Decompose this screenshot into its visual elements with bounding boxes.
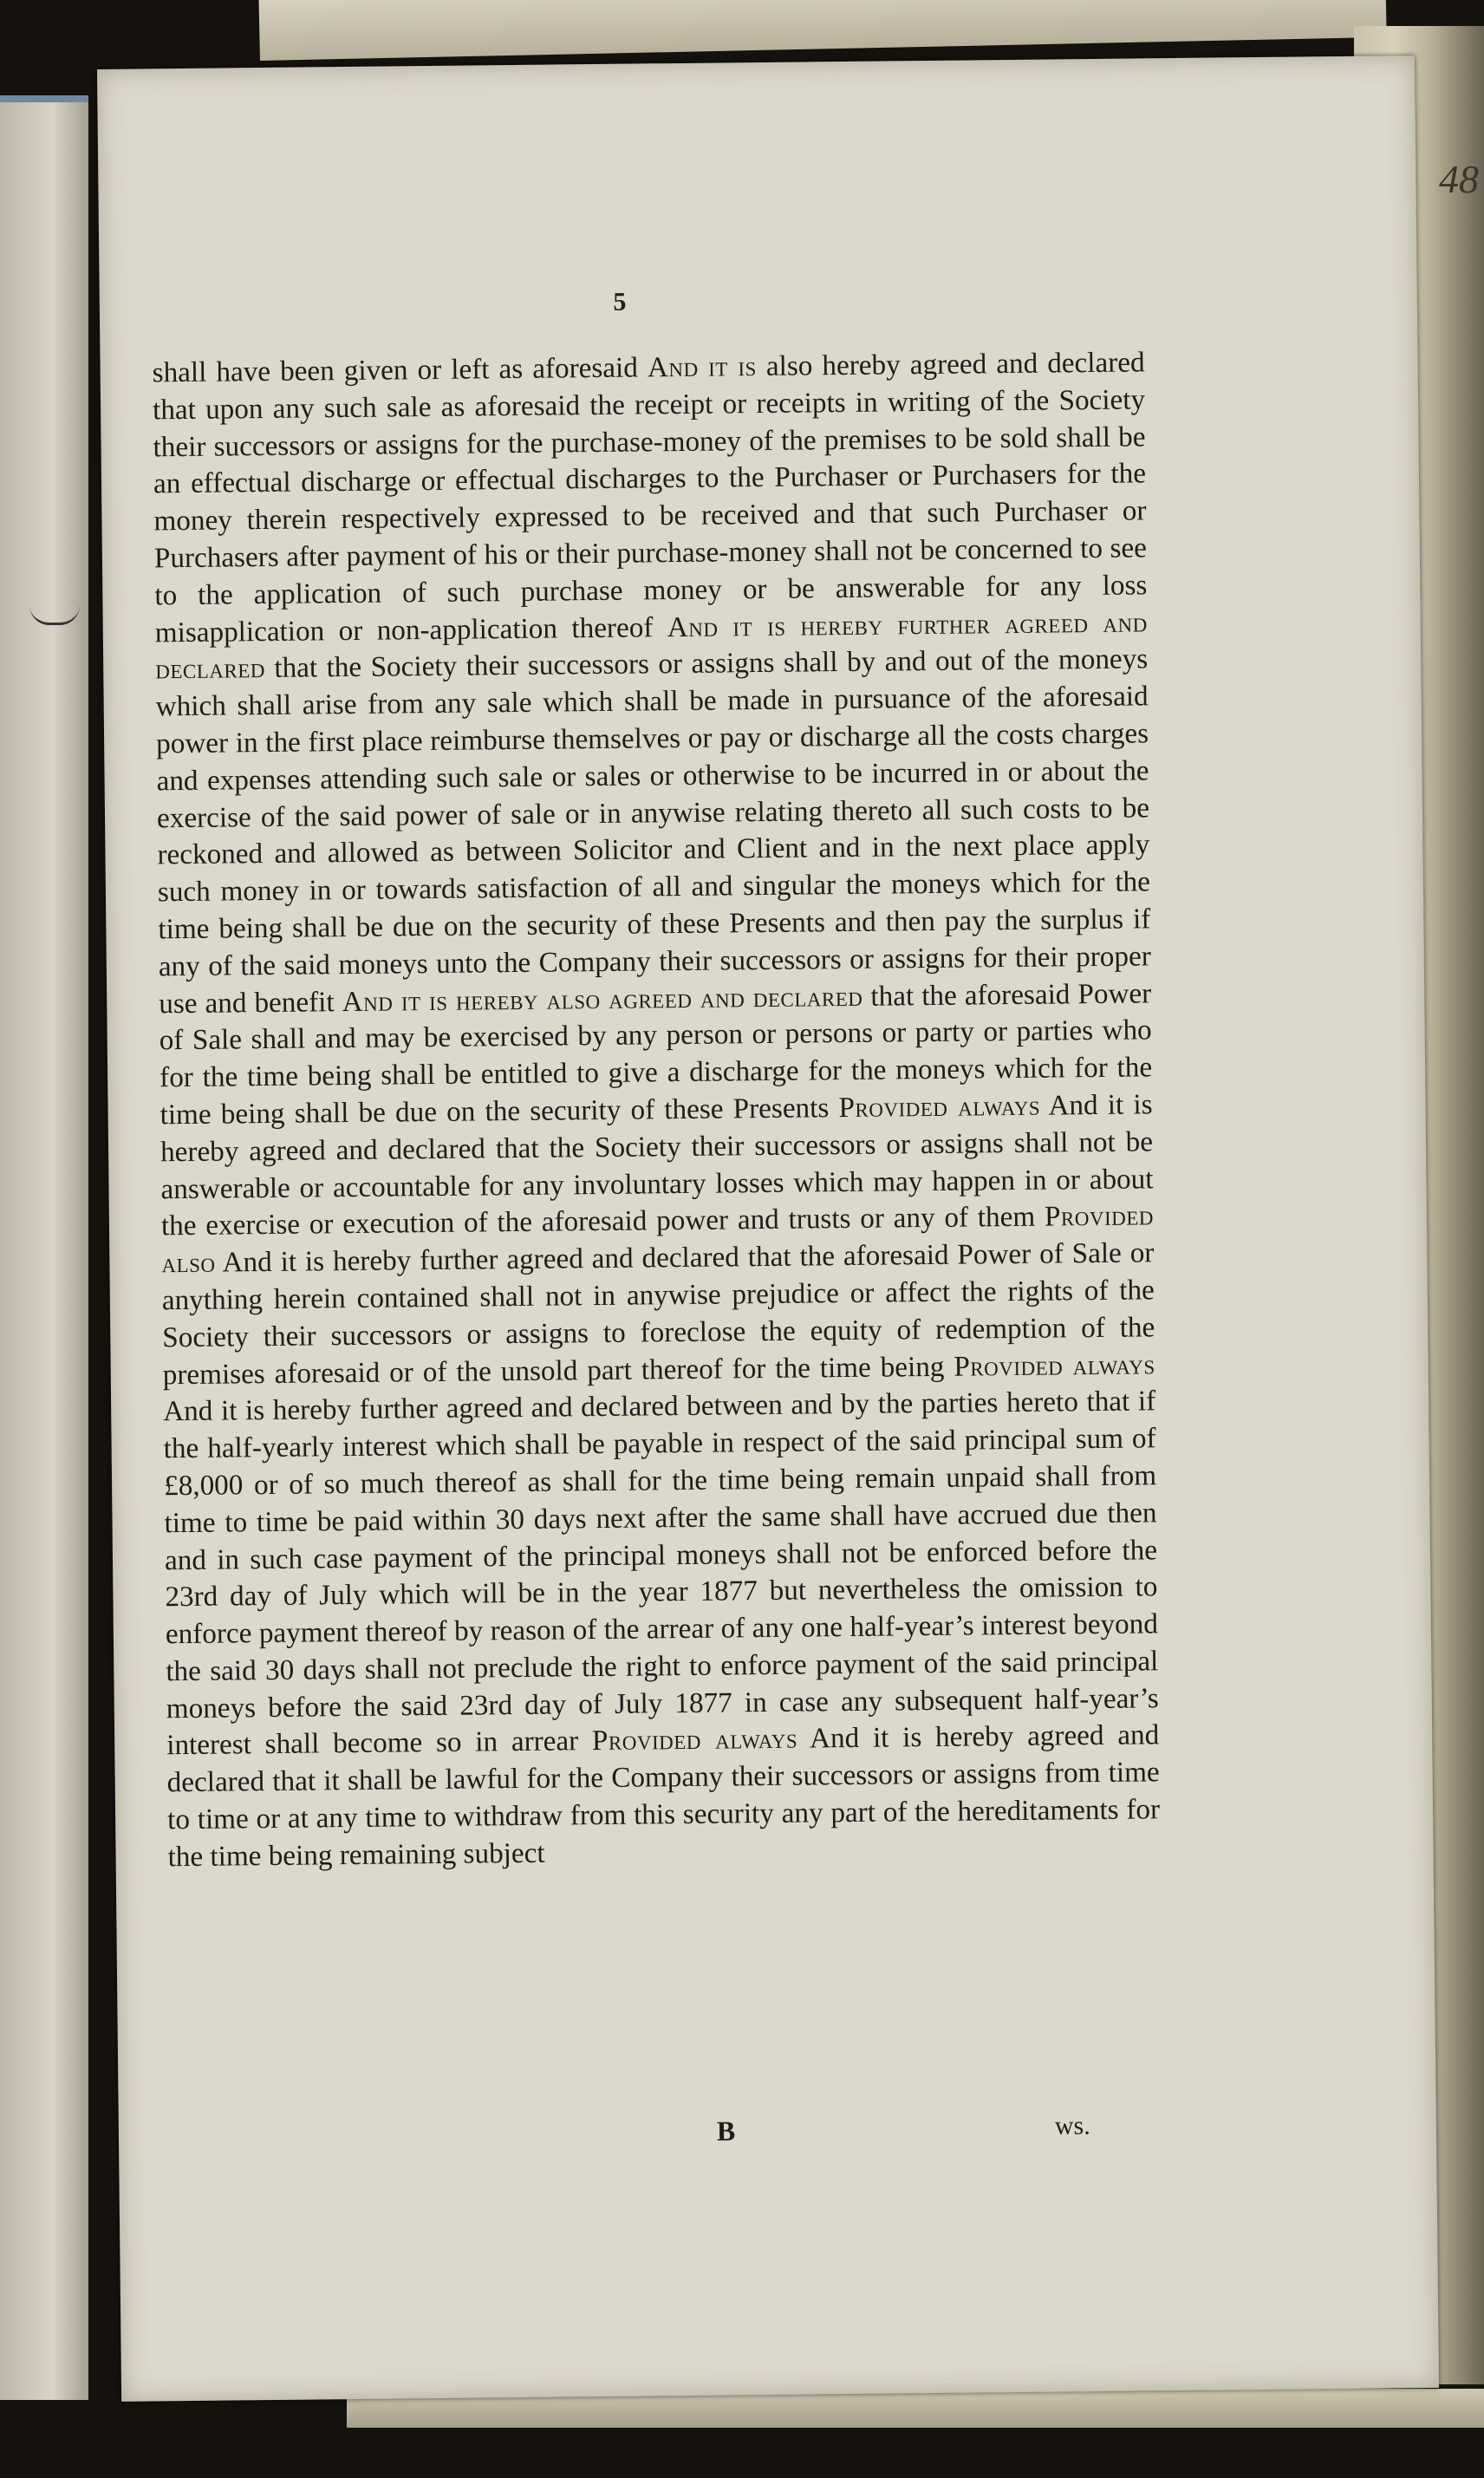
text-segment: that the aforesaid Power of Sale shall and may be exercised by any person or persons or party or parties who for the time being shall be entitled to give a discharge for the moneys which for the time being shall be due on the security of these Presents <box>159 976 1153 1131</box>
smallcaps-phrase: And it is hereby also agreed and declared <box>342 980 863 1018</box>
text-segment: And it is hereby agreed and declared that the Society their successors or assigns shall not be answerable or accountable for any involuntary losses which may happen in or about the exercise or execution of the aforesaid power and trusts or any of them <box>159 1088 1154 1242</box>
page-number: 5 <box>613 287 627 316</box>
document-page <box>97 55 1439 2402</box>
smallcaps-phrase: And it is hereby further agreed and declared <box>155 605 1148 686</box>
catchword: ws. <box>1054 2111 1090 2141</box>
text-segment: And it is hereby agreed and declared that it shall be lawful for the Company their successors or assigns from time to time or at any time to withdraw from this security any part of the hereditaments for the time being remaining subject <box>166 1718 1161 1874</box>
smallcaps-phrase: Provided also <box>161 1199 1155 1280</box>
text-segment: that the Society their successors or assigns shall by and out of the moneys which shall arise from any sale which shall be made in pursuance of the aforesaid power in the first place reimburse themselves or pay or discharge all the costs charges and expenses attending such sale or sales or otherwise to be incurred in or about the exercise of the said power of sale or in anywise relating thereto all such costs to be reckoned and allowed as between Solicitor and Client and in the next place apply such money in or towards satisfaction of all and singular the moneys which for the time being shall be due on the security of these Presents and then pay the surplus if any of the said moneys unto the Company their successors or assigns for their proper use and benefit <box>155 642 1151 1020</box>
text-segment: also hereby agreed and declared that upon any such sale as aforesaid the receipt or receipts in writing of the Society their successors or assigns for the purchase-money of the premises to be sold shall be an effectual discharge or effectual discharges to the Purchaser or Purchasers for the money therein respectively expressed to be received and that such Purchaser or Purchasers after payment of his or their purchase-money shall not be concerned to see to the application of such purchase money or be answerable for any loss misapplication or non-application thereof <box>152 346 1148 649</box>
text-segment: And it is hereby further agreed and declared that the aforesaid Power of Sale or anything herein contained shall not in anywise prejudice or affect the rights of the Society their successors or assigns to foreclose the equity of redemption of the premises aforesaid or of the unsold part thereof for the time being <box>161 1236 1155 1391</box>
smallcaps-phrase: Provided always <box>838 1089 1041 1125</box>
left-page <box>0 95 88 2400</box>
body-text <box>152 344 1160 1876</box>
pen-mark <box>29 605 80 625</box>
text-segment: shall have been given or left as aforesaid <box>152 351 648 389</box>
smallcaps-phrase: And it is <box>647 350 758 384</box>
top-page-edge <box>259 0 1387 61</box>
smallcaps-phrase: Provided always <box>954 1347 1155 1383</box>
smallcaps-phrase: Provided always <box>591 1723 798 1757</box>
text-segment: And it is hereby further agreed and declared between and by the parties hereto that if the half-yearly interest which shall be payable in respect of the said principal sum of £8,000 or of so much thereof as shall for the time being remain unpaid shall from time to time be paid within 30 days next after the same shall have accrued due then and in such case payment of the principal moneys shall not be enforced before the 23rd day of July which will be in the year 1877 but nevertheless the omission to enforce payment thereof by reason of the arrear of any one half-year’s interest beyond the said 30 days shall not preclude the right to enforce payment of the said principal moneys before the said 23rd day of July 1877 in case any subsequent half-year’s interest shall become so in arrear <box>163 1385 1159 1762</box>
signature-mark: B <box>716 2115 736 2147</box>
margin-note: 48 <box>1439 157 1479 201</box>
